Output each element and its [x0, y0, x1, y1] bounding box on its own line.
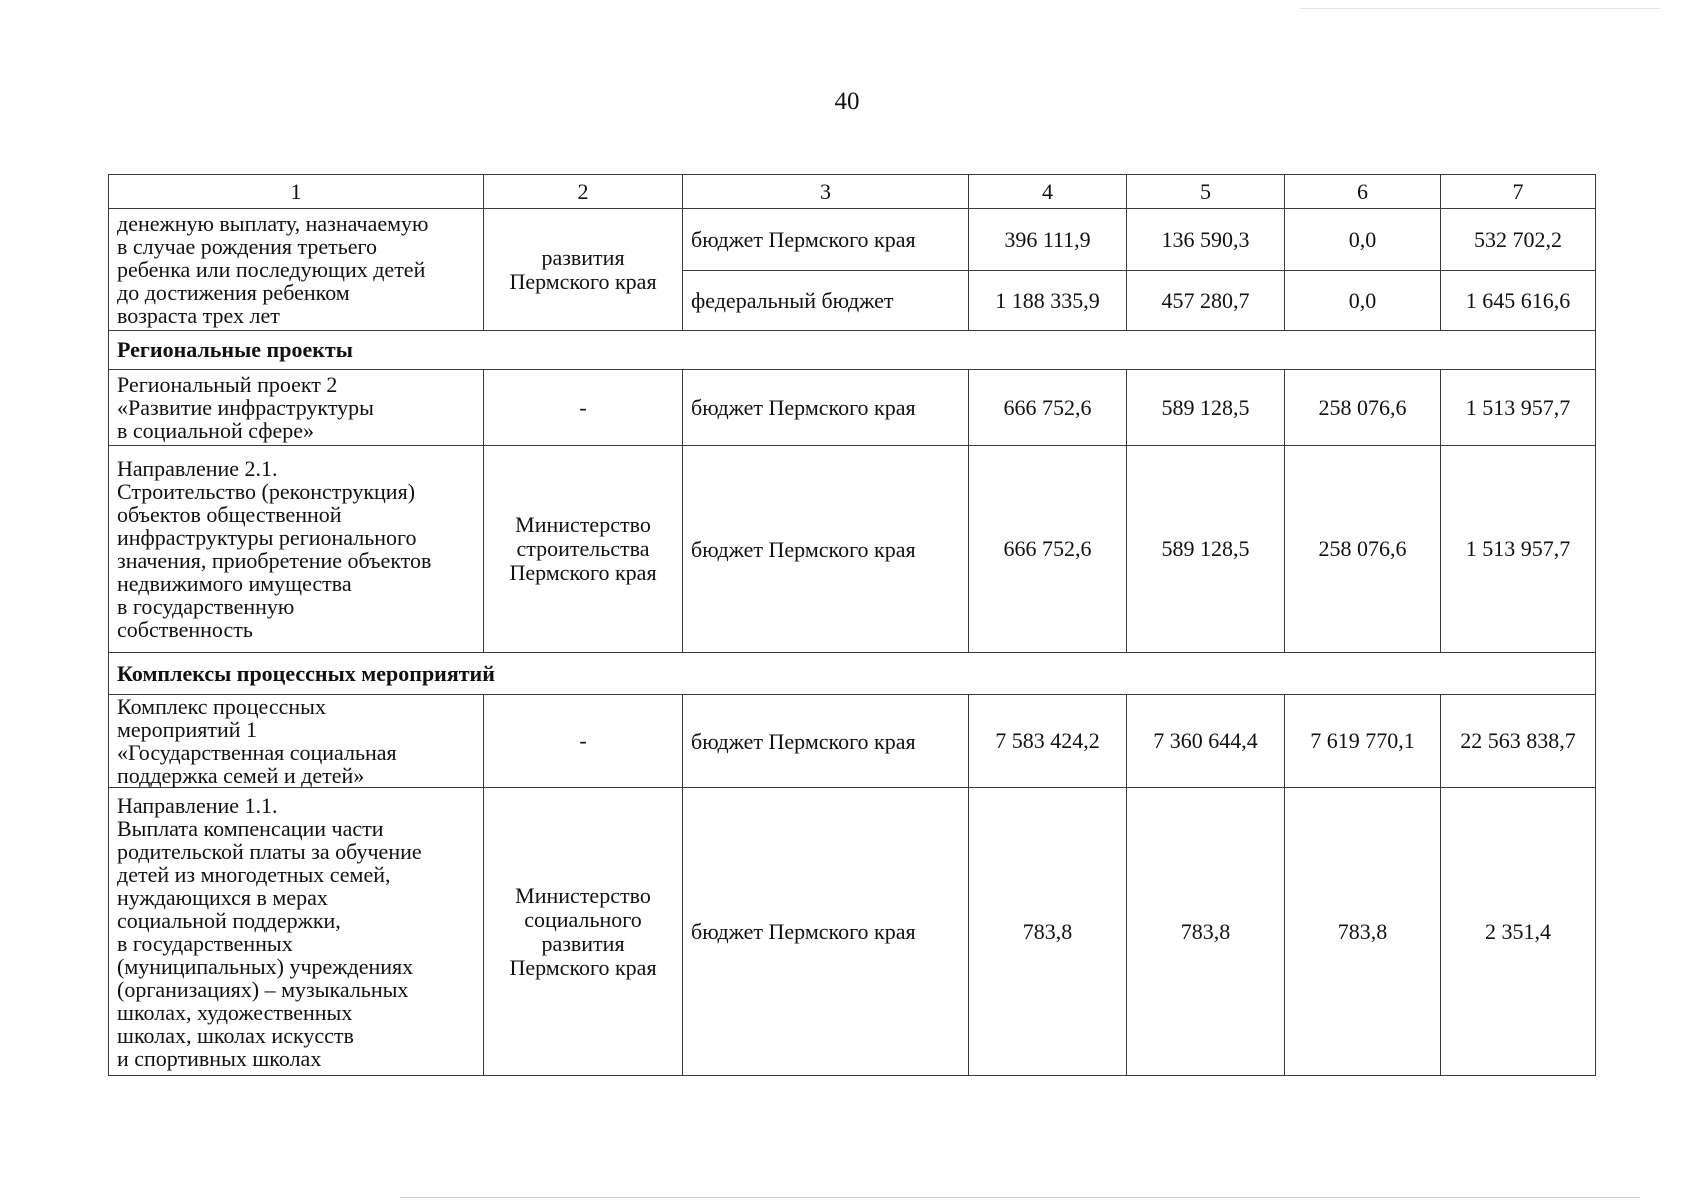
- responsible-executor: -: [484, 370, 683, 446]
- column-number-6: 6: [1285, 175, 1441, 209]
- column-number-3: 3: [683, 175, 969, 209]
- amount-col-6: 258 076,6: [1285, 446, 1441, 653]
- section-row: [109, 331, 1596, 370]
- amount-col-5: 7 360 644,4: [1127, 695, 1285, 788]
- amount-col-4: 7 583 424,2: [969, 695, 1127, 788]
- table-row: [109, 788, 1596, 1076]
- amount-col-4: 666 752,6: [969, 370, 1127, 446]
- amount-col-5: 589 128,5: [1127, 370, 1285, 446]
- amount-total: 1 513 957,7: [1441, 446, 1596, 653]
- table-row: [109, 446, 1596, 653]
- measure-name-cell: [109, 788, 484, 1076]
- column-number-5: 5: [1127, 175, 1285, 209]
- table-row: [109, 209, 1596, 271]
- funding-source: бюджет Пермского края: [683, 695, 969, 788]
- column-number-1: 1: [109, 175, 484, 209]
- measure-name: Комплекс процессных мероприятий 1 «Государственная социальная поддержка семей и детей»: [117, 694, 397, 788]
- amount-col-4: 396 111,9: [969, 209, 1127, 271]
- column-number-4: 4: [969, 175, 1127, 209]
- responsible-cell: [484, 788, 683, 1076]
- amount-col-4: 666 752,6: [969, 446, 1127, 653]
- scan-edge-line: [1300, 8, 1660, 9]
- amount-total: 22 563 838,7: [1441, 695, 1596, 788]
- table-row: [109, 695, 1596, 788]
- amount-col-5: 589 128,5: [1127, 446, 1285, 653]
- measure-name-cell: [109, 209, 484, 331]
- amount-total: 532 702,2: [1441, 209, 1596, 271]
- funding-source: бюджет Пермского края: [683, 209, 969, 271]
- measure-name: Направление 1.1. Выплата компенсации части родительской платы за обучение детей из многодетных семей, нуждающихся в мерах социальной поддержки, в государственных (муниципальных) учреждениях (организациях) – музыкальных школах, художественных школах, школах искусств и спортивных школах: [117, 792, 422, 1071]
- amount-col-6: 783,8: [1285, 788, 1441, 1076]
- page-number: 40: [834, 88, 860, 115]
- responsible-cell: [484, 446, 683, 653]
- column-number-7: 7: [1441, 175, 1596, 209]
- funding-source: федеральный бюджет: [683, 271, 969, 331]
- amount-col-5: 457 280,7: [1127, 271, 1285, 331]
- measure-name-cell: [109, 370, 484, 446]
- section-title-regional-projects: Региональные проекты: [109, 331, 1596, 370]
- amount-total: 1 513 957,7: [1441, 370, 1596, 446]
- measure-name-cell: [109, 695, 484, 788]
- amount-col-6: 0,0: [1285, 209, 1441, 271]
- responsible-executor: Министерство строительства Пермского края: [509, 512, 657, 585]
- measure-name-cell: [109, 446, 484, 653]
- responsible-cell: [484, 209, 683, 331]
- table-row: [109, 370, 1596, 446]
- budget-table: [108, 174, 1596, 1076]
- measure-name: Направление 2.1. Строительство (реконструкция) объектов общественной инфраструктуры регионального значения, приобретение объектов недвижимого имущества в государственную собственность: [117, 456, 432, 642]
- amount-col-6: 0,0: [1285, 271, 1441, 331]
- scan-edge-line: [400, 1197, 1640, 1198]
- amount-col-4: 783,8: [969, 788, 1127, 1076]
- column-number-row: [109, 175, 1596, 209]
- column-number-2: 2: [484, 175, 683, 209]
- measure-name: Региональный проект 2 «Развитие инфраструктуры в социальной сфере»: [117, 372, 374, 443]
- measure-name: денежную выплату, назначаемую в случае рождения третьего ребенка или последующих детей до достижения ребенком возраста трех лет: [117, 211, 429, 328]
- funding-source: бюджет Пермского края: [683, 446, 969, 653]
- amount-total: 1 645 616,6: [1441, 271, 1596, 331]
- amount-total: 2 351,4: [1441, 788, 1596, 1076]
- amount-col-5: 136 590,3: [1127, 209, 1285, 271]
- amount-col-6: 7 619 770,1: [1285, 695, 1441, 788]
- section-row: [109, 653, 1596, 695]
- responsible-executor: развития Пермского края: [509, 244, 657, 294]
- responsible-executor: Министерство социального развития Пермского края: [509, 882, 657, 980]
- funding-source: бюджет Пермского края: [683, 788, 969, 1076]
- section-title-process-complexes: Комплексы процессных мероприятий: [109, 653, 1596, 695]
- responsible-executor: -: [484, 695, 683, 788]
- amount-col-5: 783,8: [1127, 788, 1285, 1076]
- amount-col-6: 258 076,6: [1285, 370, 1441, 446]
- funding-source: бюджет Пермского края: [683, 370, 969, 446]
- amount-col-4: 1 188 335,9: [969, 271, 1127, 331]
